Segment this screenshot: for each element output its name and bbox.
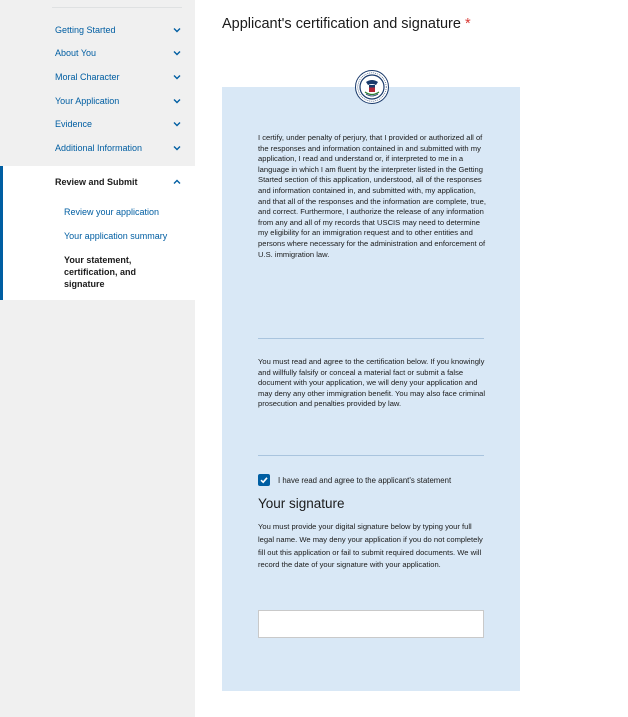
chevron-up-icon [172, 177, 182, 187]
sidebar-item-additional-information[interactable] [0, 136, 195, 160]
sidebar-item-label: Evidence [55, 119, 93, 130]
sidebar-item-moral-character[interactable] [0, 65, 195, 89]
divider [258, 338, 484, 339]
chevron-down-icon [172, 25, 182, 35]
sidebar-subitem-application-summary[interactable]: Your application summary [64, 230, 168, 241]
signature-heading: Your signature [258, 496, 345, 511]
sidebar-item-label: Review and Submit [55, 176, 138, 187]
sidebar-section-review-and-submit [0, 166, 195, 300]
agree-checkbox[interactable] [258, 474, 270, 486]
required-marker: * [464, 16, 471, 32]
sidebar-item-getting-started[interactable] [0, 18, 195, 42]
checkmark-icon [259, 475, 269, 485]
certification-card [222, 87, 520, 691]
page-title-text: Applicant's certification and signature [222, 16, 461, 32]
divider [52, 7, 182, 8]
sidebar-item-about-you[interactable] [0, 42, 195, 66]
page-title [222, 16, 471, 32]
sidebar-item-label: Your Application [55, 95, 120, 106]
chevron-down-icon [172, 96, 182, 106]
nav-list [0, 18, 195, 300]
agree-checkbox-label[interactable]: I have read and agree to the applicant's statement [278, 475, 452, 485]
sidebar-nav [0, 0, 195, 717]
sidebar-subitem-review-application[interactable]: Review your application [64, 206, 160, 217]
signature-instructions: You must provide your digital signature below by typing your full legal name. We may deny your application if you do not completely fill out this application or fail to submit required documents. We will record the date of your signature with your application. [258, 522, 483, 570]
dhs-seal-logo [355, 70, 389, 104]
certification-statement: I certify, under penalty of perjury, that I provided or authorized all of the responses and information contained in and submitted with my application, I read and understand or, if interpreted to me in a language in which I am fluent by the interpreter listed in the Getting Started section of this application, understood, all of the responses and information contained in, and submitted with, my application, and that all of the responses and the information are complete, true, and correct. Furthermore, I authorize the release of any information from any and all of my records that USCIS may need to determine my eligibility for an immigration request and to other entities and persons where necessary for the administration and enforcement of U.S. immigration law. [258, 133, 486, 259]
sidebar-item-your-application[interactable] [0, 89, 195, 113]
chevron-down-icon [172, 143, 182, 153]
sidebar-item-label: Moral Character [55, 71, 120, 82]
divider [258, 455, 484, 456]
sidebar-item-evidence[interactable] [0, 112, 195, 136]
agree-checkbox-row[interactable] [258, 474, 451, 486]
sidebar-item-label: Getting Started [55, 24, 116, 35]
sidebar-item-review-and-submit[interactable] [3, 170, 195, 194]
chevron-down-icon [172, 48, 182, 58]
signature-input[interactable] [258, 610, 484, 638]
sidebar-item-label: About You [55, 48, 97, 59]
chevron-down-icon [172, 72, 182, 82]
certification-warning: You must read and agree to the certification below. If you knowingly and willfully falsify or conceal a material fact or submit a false document with your application, we will deny your application and may deny any other immigration benefit. You may also face criminal prosecution and penalties provided by law. [258, 357, 486, 409]
sidebar-subitem-statement-certification-signature[interactable]: Your statement, certification, and signature [64, 254, 137, 289]
sidebar-item-label: Additional Information [55, 142, 143, 153]
chevron-down-icon [172, 119, 182, 129]
